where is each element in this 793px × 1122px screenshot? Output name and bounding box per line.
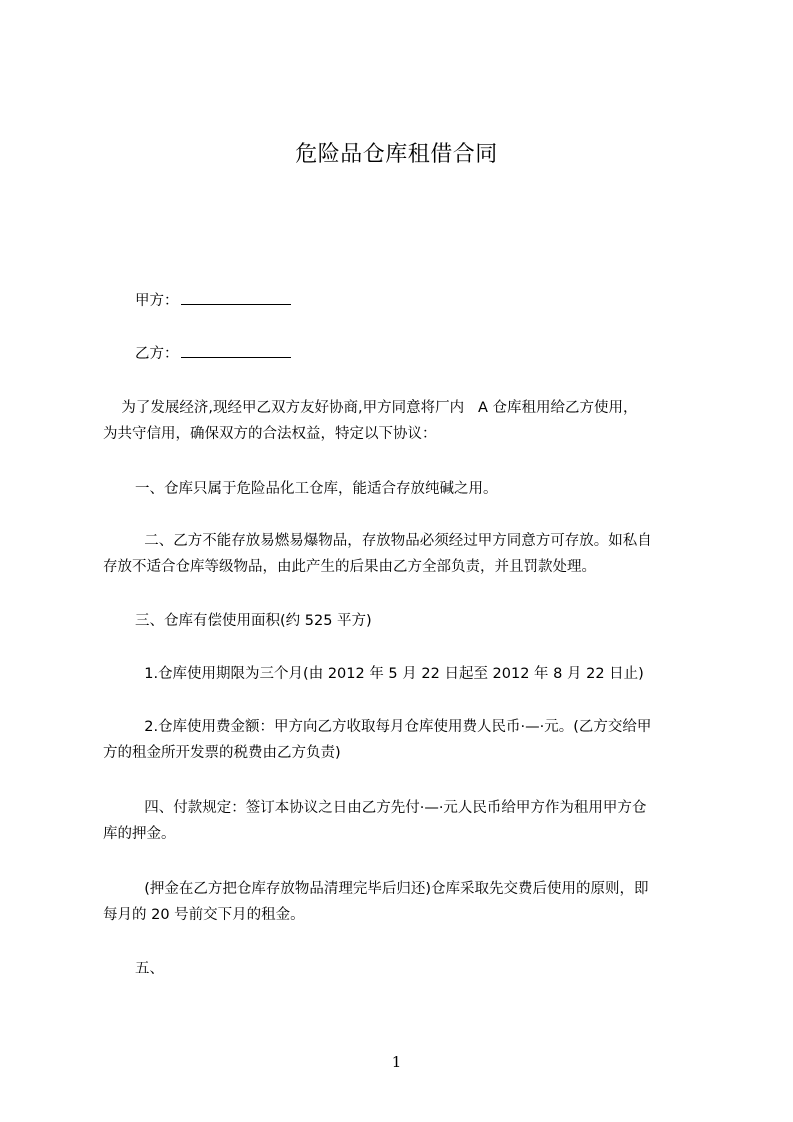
clause-5: 五、	[135, 961, 164, 977]
clause-1: 一、仓库只属于危险品化工仓库，能适合存放纯碱之用。	[135, 481, 498, 497]
intro-paragraph	[103, 395, 703, 447]
clause-3: 三、仓库有偿使用面积(约 525 平方)	[135, 613, 372, 629]
clause-2	[103, 528, 703, 580]
document-title: 危险品仓库租借合同	[295, 142, 498, 167]
deposit-note	[103, 876, 703, 928]
party-b-line	[103, 341, 703, 367]
clause-3-2	[103, 714, 703, 766]
clause-3-1: 1.仓库使用期限为三个月(由 2012 年 5 月 22 日起至 2012 年 8 月 22 日止)	[135, 666, 644, 682]
party-a-blank	[181, 290, 291, 305]
intro-line: 为共守信用，确保双方的合法权益，特定以下协议：	[103, 426, 437, 442]
party-b-label: 乙方：	[135, 346, 179, 362]
party-a-line	[103, 288, 703, 314]
deposit-note-line: 每月的 20 号前交下月的租金。	[103, 907, 305, 923]
clause-4-line: 四、付款规定：签订本协议之日由乙方先付·—·元人民币给甲方作为租用甲方仓	[135, 800, 647, 816]
clause-4-line: 库的押金。	[103, 826, 176, 842]
party-a-label: 甲方：	[135, 293, 179, 309]
party-b-blank	[181, 343, 291, 358]
clause-4	[103, 795, 703, 847]
deposit-note-line: (押金在乙方把仓库存放物品清理完毕后归还)仓库采取先交费后使用的原则，即	[135, 881, 649, 897]
clause-3-2-line: 2.仓库使用费金额：甲方向乙方收取每月仓库使用费人民币·—·元。(乙方交给甲	[135, 719, 652, 735]
clause-3-2-line: 方的租金所开发票的税费由乙方负责)	[103, 745, 341, 761]
page-number: 1	[391, 1053, 402, 1071]
intro-line: 为了发展经济,现经甲乙双方友好协商,甲方同意将厂内 A 仓库租用给乙方使用，	[103, 400, 638, 416]
clause-2-line: 存放不适合仓库等级物品，由此产生的后果由乙方全部负责，并且罚款处理。	[103, 559, 596, 575]
clause-2-line: 二、乙方不能存放易燃易爆物品，存放物品必须经过甲方同意方可存放。如私自	[135, 533, 652, 549]
